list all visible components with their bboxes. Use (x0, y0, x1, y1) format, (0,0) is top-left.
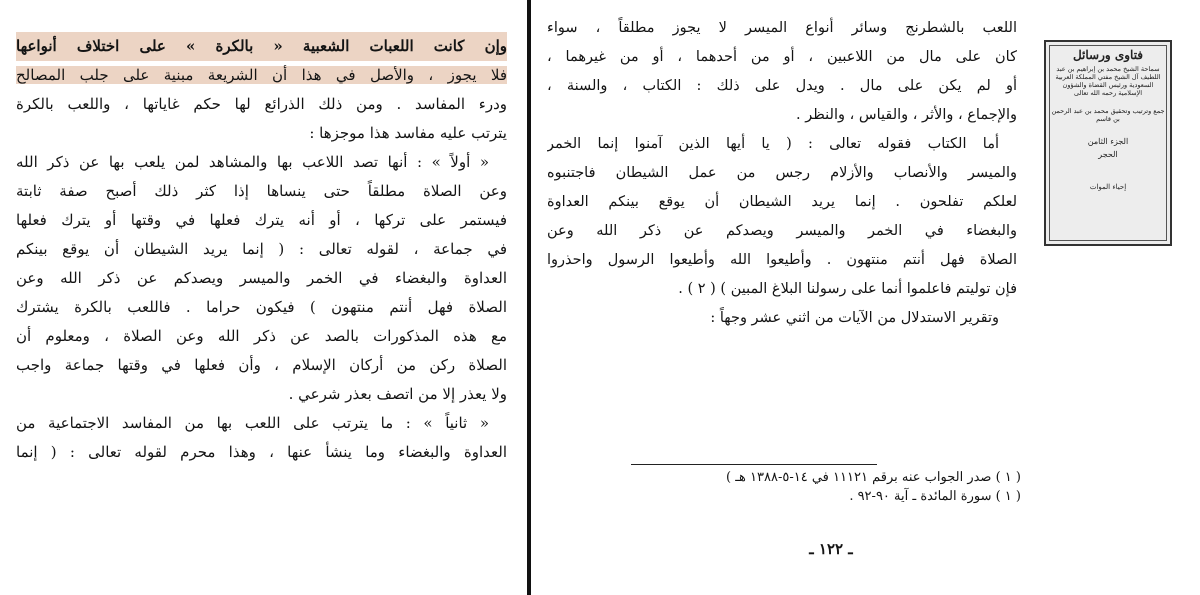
text-line: ودرء المفاسد . ومن ذلك الذرائع لها حكم غاياتها ، واللعب بالكرة (16, 95, 507, 113)
text-line: اللعب بالشطرنج وسائر أنواع الميسر لا يجوز مطلقاً ، سواء (547, 20, 1017, 36)
cover-volume: الجزء الثامن (1087, 137, 1129, 146)
text-line: ولا يعذر إلا من اتصف بعذر شرعي . (288, 385, 507, 403)
text-line: وعن الصلاة مطلقاً حتى ينساها إذا كثر ذلك أصبح صفة ثابتة (16, 182, 507, 200)
text-line: والميسر والأنصاب والأزلام رجس من عمل الشيطان فاجتنبوه (547, 165, 1017, 181)
text-line-highlighted: وإن كانت اللعبات الشعبية « بالكرة » على اختلاف أنواعها (16, 32, 507, 61)
text-line: في جماعة ، لقوله تعالى : ( إنما يريد الشيطان أن يوقع بينكم (16, 240, 507, 258)
cover-author: سماحة الشيخ محمد بن إبراهيم بن عبد اللطيف آل الشيخ مفتي المملكة العربية السعودية ورئيس القضاة والشؤون الإسلامية رحمه الله تعالى (1055, 65, 1161, 97)
right-page-body (547, 14, 1017, 333)
text-line: يترتب عليه مفاسد هذا موجزها : (309, 124, 507, 142)
text-line: « ثانياً » : ما يترتب على اللعب بها من المفاسد الاجتماعية من (16, 414, 489, 432)
book-cover-image (1044, 40, 1172, 246)
text-line: العداوة والبغضاء في الخمر والميسر ويصدكم عن ذكر الله وعن (16, 269, 507, 287)
footnote: ( ١ ) صدر الجواب عنه برقم ١١١٢١ في ١٤-٥-١٣٨٨ هـ ) (725, 470, 1021, 485)
text-line: أما الكتاب فقوله تعالى : ( يا أيها الذين آمنوا إنما الخمر (547, 136, 999, 152)
text-line: فيستمر على تركها ، أو أنه يترك فعلها في وقتها أو يترك فعلها (16, 211, 507, 229)
text-line: العداوة والبغضاء وما ينشأ عنها ، وهذا محرم لقوله تعالى : ( إنما (16, 443, 507, 461)
text-line: لعلكم تفلحون . إنما يريد الشيطان أن يوقع بينكم العداوة (547, 194, 1017, 210)
cover-title: فتاوى ورسائل (1072, 48, 1144, 62)
text-line: مع هذه المذكورات بالصد عن ذكر الله وعن الصلاة ، ومعلوم أن (16, 327, 507, 345)
text-line: « أولاً » : أنها تصد اللاعب بها والمشاهد لمن يلعب بها عن ذكر الله (16, 153, 489, 171)
cover-footer: إحياء الموات (1089, 183, 1127, 191)
page-number: ـ ١٢٢ ـ (809, 540, 853, 558)
footnote-rule (631, 464, 877, 465)
text-line: والبغضاء في الخمر والميسر ويصدكم عن ذكر الله وعن (547, 223, 1017, 239)
footnotes (631, 468, 1021, 506)
left-document-page (0, 0, 527, 595)
text-line: فإن توليتم فاعلموا أنما على رسولنا البلاغ المبين ) ( ٢ ) . (678, 281, 1017, 297)
cover-section: الحجر (1098, 150, 1118, 159)
text-line: أو لم يكن على مال . ويدل على ذلك : الكتاب ، والسنة ، (547, 78, 1017, 94)
text-line: الصلاة فهل أنتم منتهون ) فيكون حراما . فاللعب بالكرة يشترك (16, 298, 507, 316)
right-document-page (531, 0, 1200, 595)
highlight-span: فلا يجوز ، والأصل في هذا أن الشريعة مبنية على جلب المصالح (16, 66, 507, 84)
text-line (16, 61, 507, 90)
text-line: كان على مال من اللاعبين ، أو من أحدهما ، أو من غيرهما ، (547, 49, 1017, 65)
cover-frame (1049, 45, 1167, 241)
footnote: ( ١ ) سورة المائدة ـ آية ٩٠-٩٢ . (849, 489, 1021, 504)
text-line: والإجماع ، والأثر ، والقياس ، والنظر . (796, 107, 1017, 123)
cover-compiler: جمع وترتيب وتحقيق محمد بن عبد الرحمن بن قاسم (1051, 107, 1165, 123)
text-line: الصلاة فهل أنتم منتهون . وأطيعوا الله وأطيعوا الرسول واحذروا (547, 252, 1017, 268)
text-line: الصلاة ركن من أركان الإسلام ، وأن فعلها في وقتها جماعة واجب (16, 356, 507, 374)
text-line: وتقرير الاستدلال من الآيات من اثني عشر وجهاً : (710, 310, 999, 326)
